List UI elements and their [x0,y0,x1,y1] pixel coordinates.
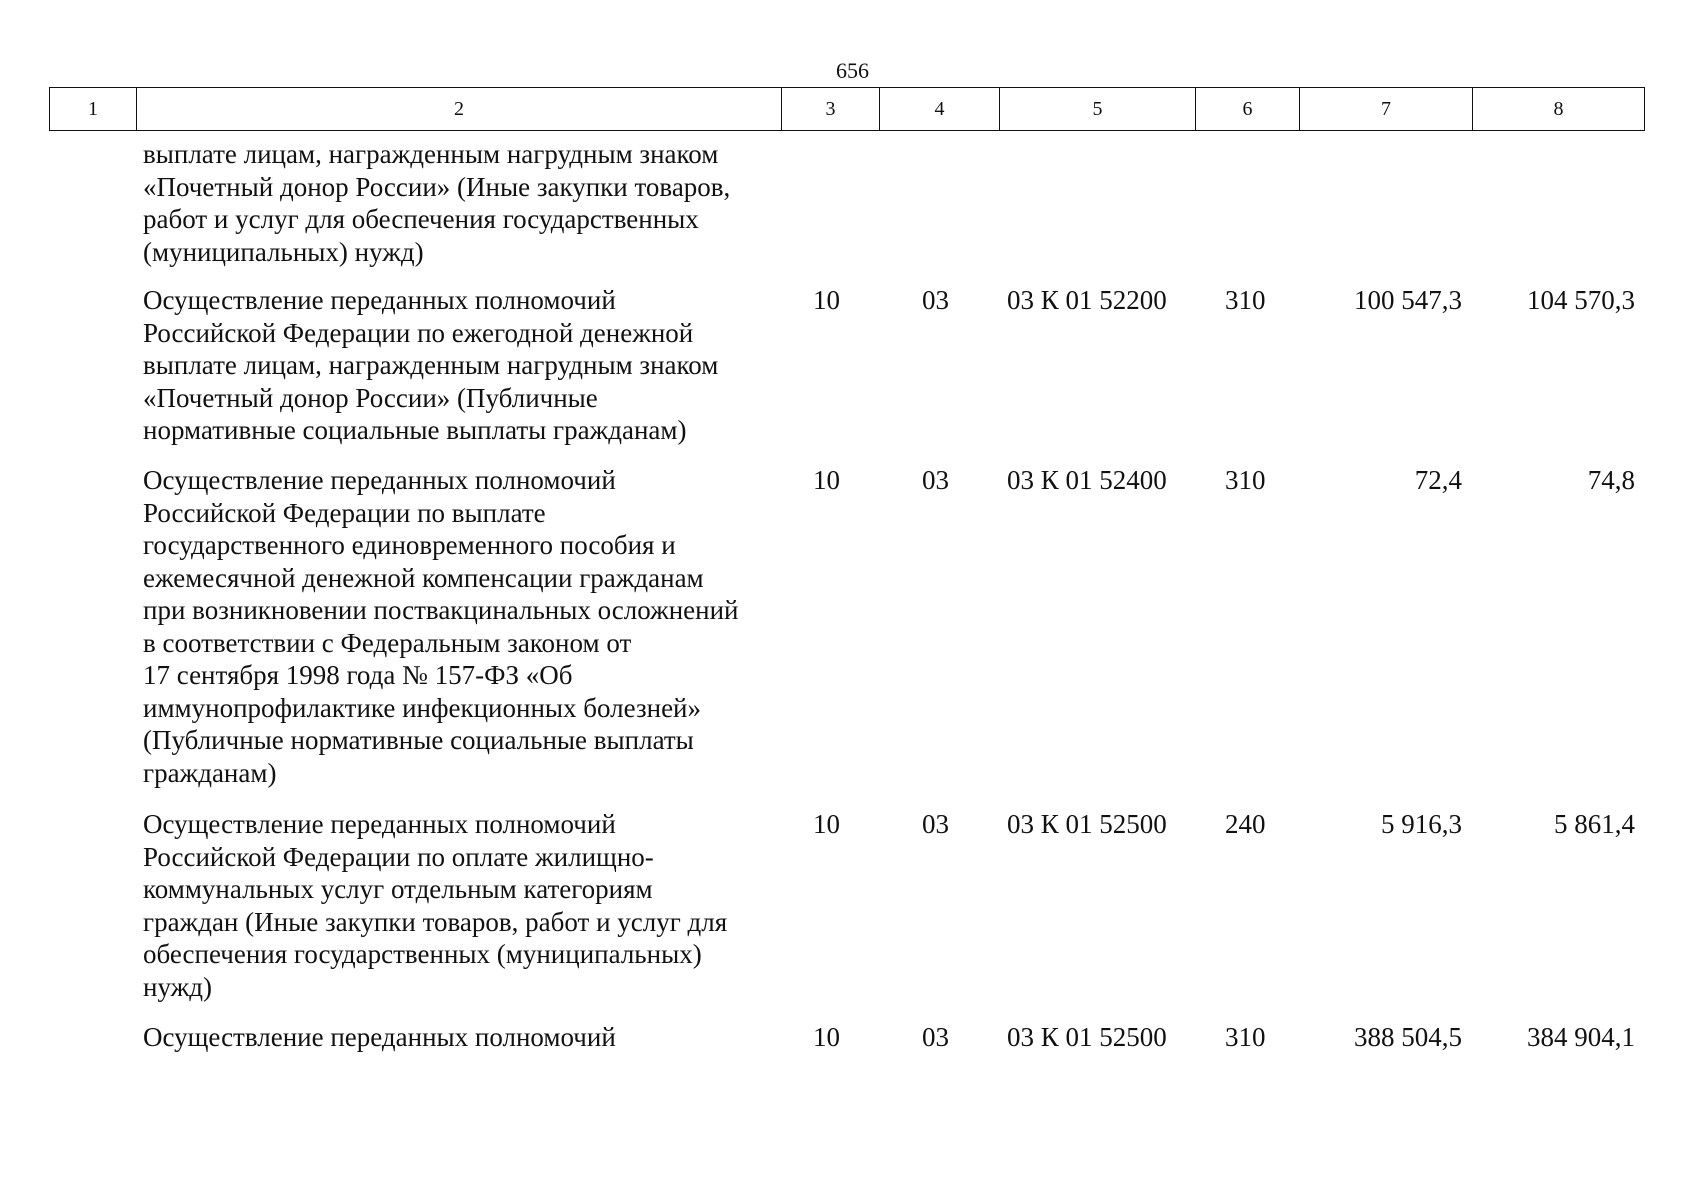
column-header-table [49,87,1645,131]
row-amount-col7: 72,4 [1414,465,1462,495]
row-target-article: 03 К 01 52500 [1007,1022,1167,1052]
column-header-3: 3 [782,88,880,131]
column-header-5: 5 [1000,88,1196,131]
row-expense-type: 310 [1225,1022,1266,1052]
row-subsection: 03 [922,465,949,495]
row-section: 10 [813,465,840,495]
page-number: 656 [836,58,869,83]
row-description: Осуществление переданных полномочий Российской Федерации по оплате жилищно- коммунальных услуг отдельным категориям граждан (Иные закупки товаров, работ и услуг для обеспечения государственных (муниципальных) нужд) [143,809,728,1002]
column-header-1: 1 [50,88,137,131]
row-subsection: 03 [922,1022,949,1052]
row-description: Осуществление переданных полномочий Российской Федерации по ежегодной денежной выплате лицам, награжденным нагрудным знаком «Почетный донор России» (Публичные нормативные социальные выплаты гражданам) [143,285,719,445]
column-header-6: 6 [1196,88,1300,131]
row-target-article: 03 К 01 52200 [1007,285,1167,315]
row-amount-col8: 74,8 [1587,465,1635,495]
row-description: Осуществление переданных полномочий Российской Федерации по выплате государственного единовременного пособия и ежемесячной денежной компенсации гражданам при возникновении поствакцинальных осложнений в соответствии с Федеральным законом от 17 сентября 1998 года № 157-ФЗ «Об иммунопрофилактике инфекционных болезней» (Публичные нормативные социальные выплаты гражданам) [143,465,739,788]
row-section: 10 [813,1022,840,1052]
row-amount-col8: 5 861,4 [1554,809,1635,839]
row-description: Осуществление переданных полномочий [143,1022,616,1052]
row-expense-type: 310 [1225,465,1266,495]
row-subsection: 03 [922,809,949,839]
row-section: 10 [813,285,840,315]
column-header-2: 2 [137,88,782,131]
row-amount-col7: 100 547,3 [1354,285,1462,315]
row-expense-type: 310 [1225,285,1266,315]
column-header-4: 4 [880,88,1000,131]
row-section: 10 [813,809,840,839]
row-expense-type: 240 [1225,809,1266,839]
row-target-article: 03 К 01 52400 [1007,465,1167,495]
row-target-article: 03 К 01 52500 [1007,809,1167,839]
row-subsection: 03 [922,285,949,315]
column-header-8: 8 [1473,88,1645,131]
row-amount-col7: 5 916,3 [1381,809,1462,839]
column-header-7: 7 [1300,88,1473,131]
column-header-row [50,88,1645,131]
row-amount-col7: 388 504,5 [1354,1022,1462,1052]
row-description: выплате лицам, награжденным нагрудным знаком «Почетный донор России» (Иные закупки товаров, работ и услуг для обеспечения государственных (муниципальных) нужд) [143,139,731,267]
row-amount-col8: 384 904,1 [1527,1022,1635,1052]
row-amount-col8: 104 570,3 [1527,285,1635,315]
